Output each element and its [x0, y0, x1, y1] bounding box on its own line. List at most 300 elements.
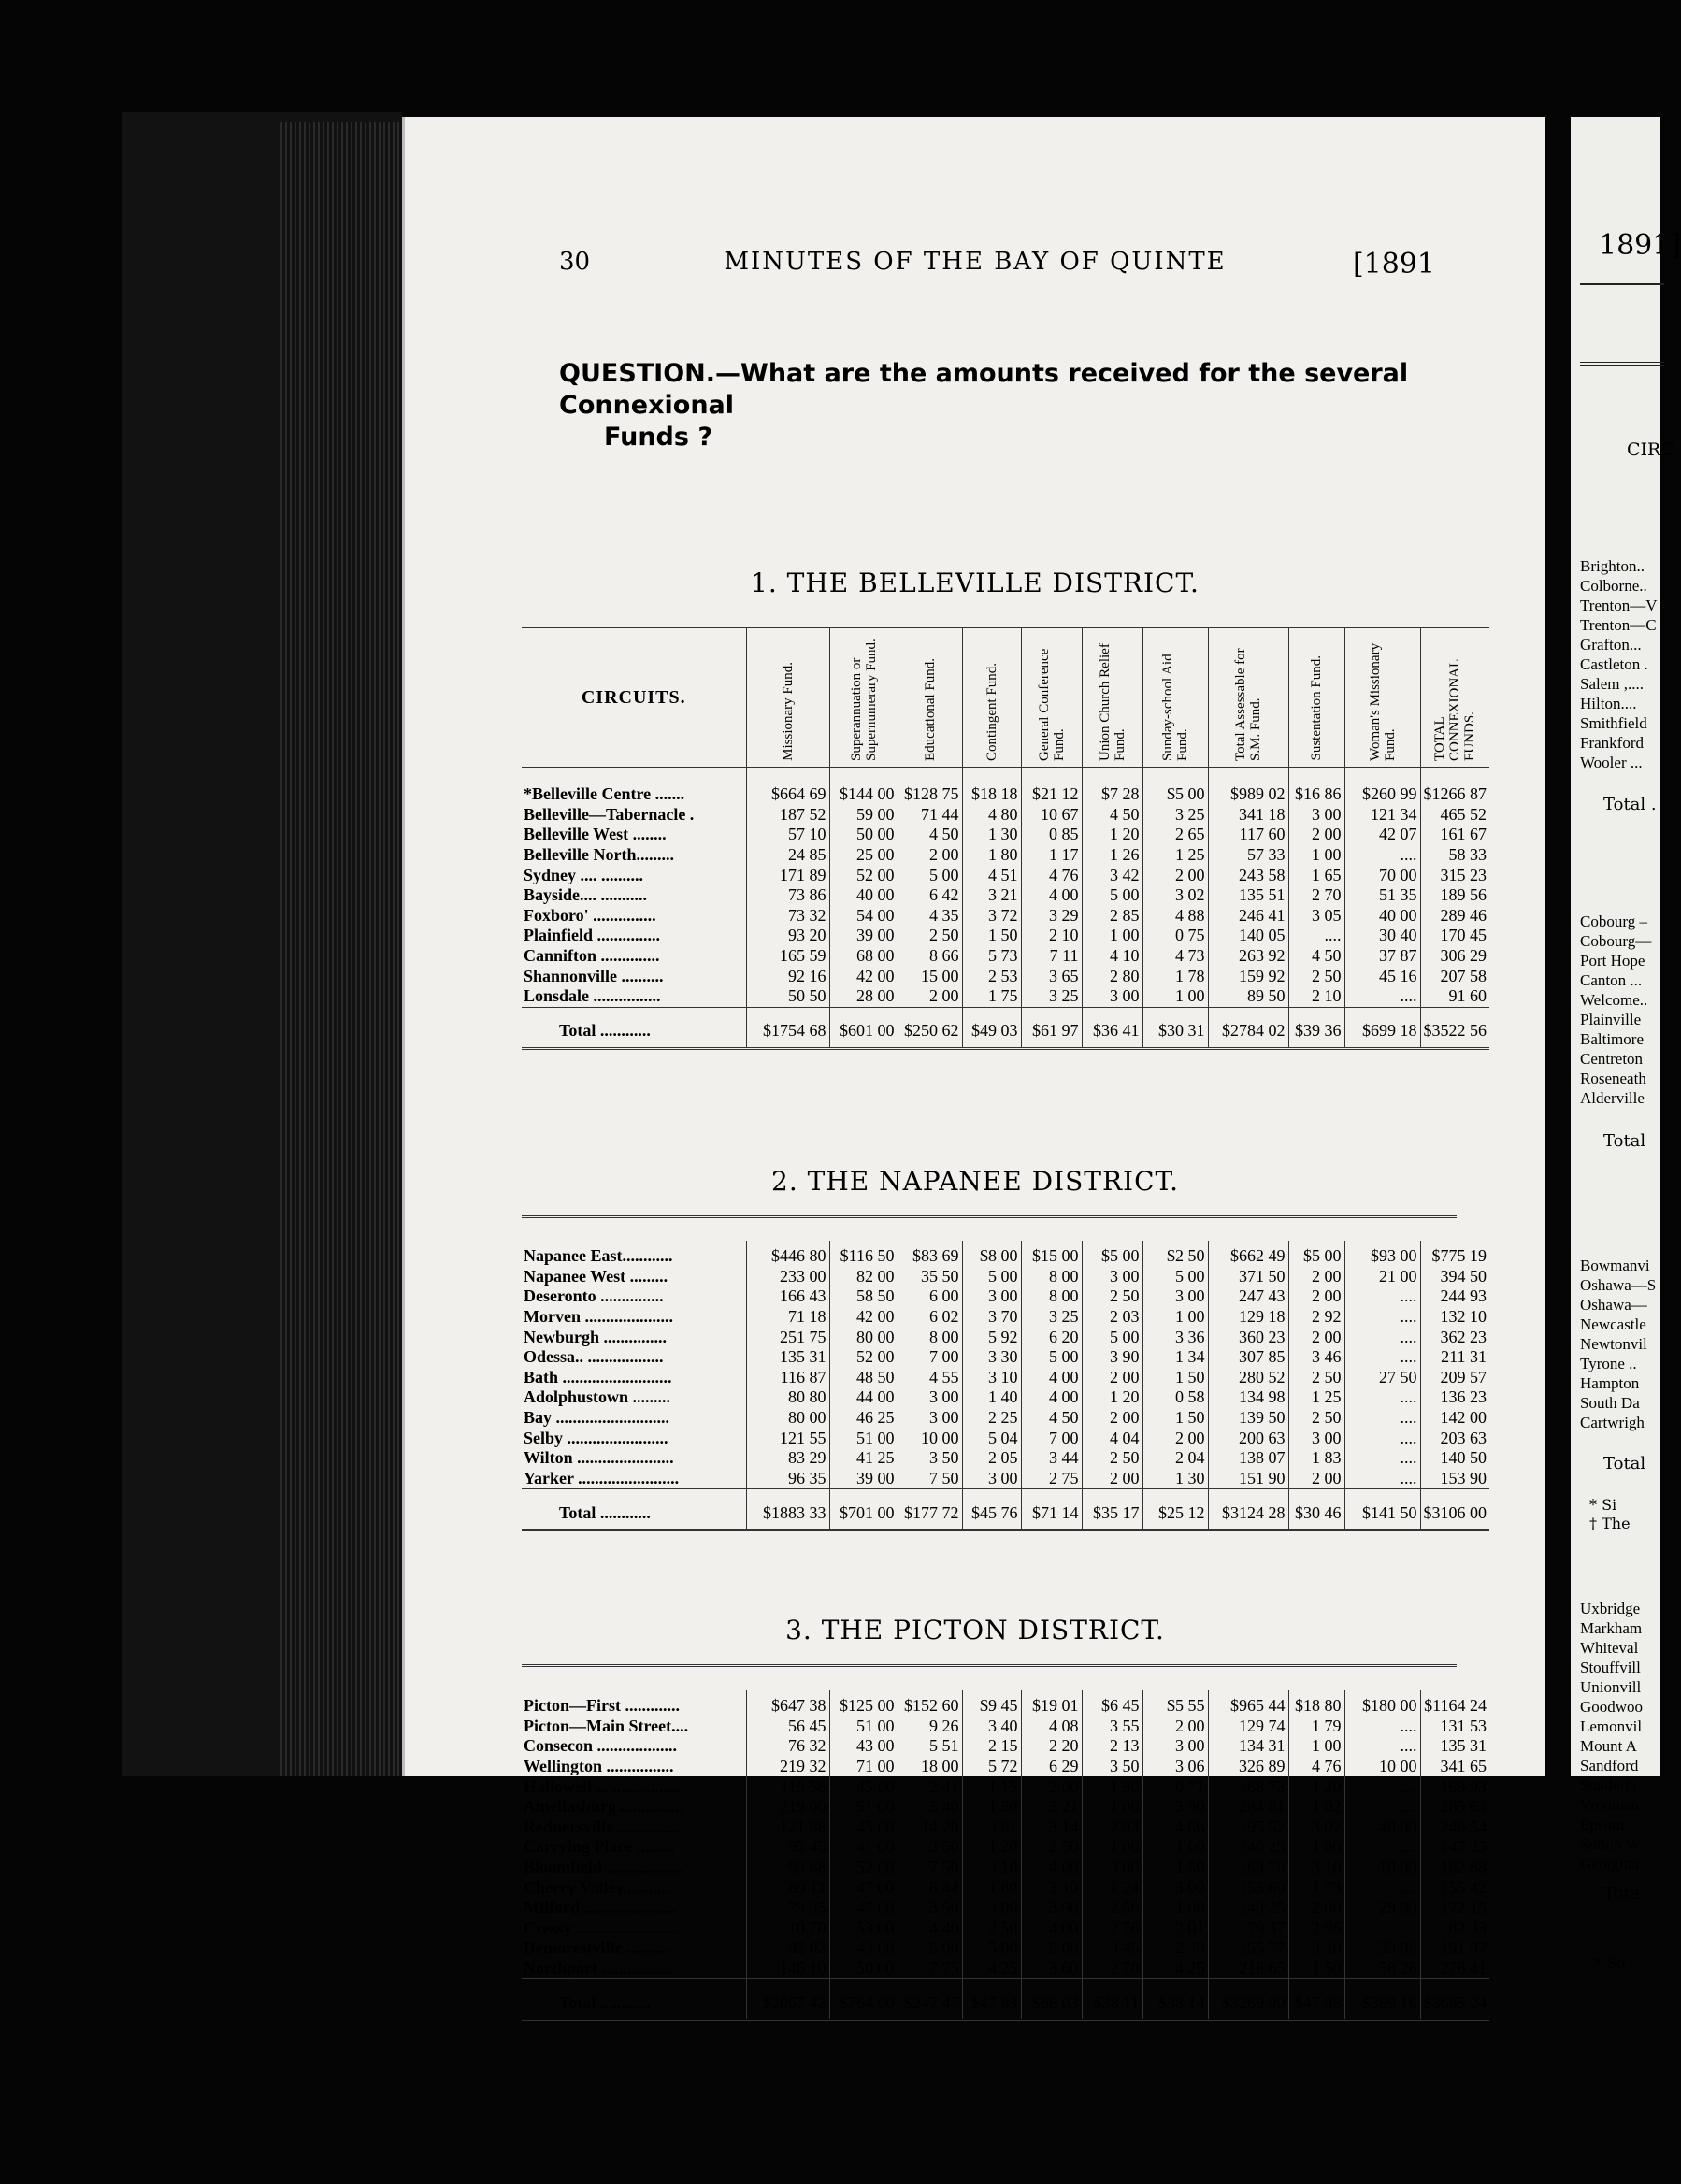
amount-cell: 92 02: [746, 1938, 829, 1959]
amount-cell: $247 47: [898, 1979, 962, 2020]
facing-item: Centreton: [1580, 1050, 1644, 1068]
facing-item: Newcastle: [1580, 1315, 1646, 1333]
amount-cell: 1 80: [962, 845, 1021, 866]
amount-cell: 47 00: [829, 1898, 898, 1918]
amount-cell: 2 00: [1288, 1327, 1344, 1347]
facing-item: Cobourg –: [1580, 912, 1647, 930]
amount-cell: 280 52: [1208, 1368, 1288, 1388]
amount-cell: 43 00: [829, 1938, 898, 1959]
table-row: [522, 906, 1489, 927]
amount-cell: 155 77: [1208, 1938, 1288, 1959]
amount-cell: ....: [1344, 1327, 1420, 1347]
amount-cell: 3 46: [1288, 1347, 1344, 1368]
total-row: [522, 1489, 1489, 1530]
column-header-label: Union Church Relief Fund.: [1097, 643, 1128, 761]
amount-cell: $21 12: [1021, 784, 1082, 805]
amount-cell: 41 25: [829, 1448, 898, 1469]
amount-cell: 2 76: [1082, 1918, 1142, 1939]
circuit-name: Bloomfield ..................: [524, 1858, 682, 1877]
district-title-picton: 3. THE PICTON DISTRICT.: [785, 1615, 1165, 1645]
amount-cell: 4 76: [1021, 865, 1082, 885]
table-row: [522, 926, 1489, 946]
amount-cell: 71 44: [898, 805, 962, 826]
amount-cell: 2 00: [898, 986, 962, 1007]
column-header-label: Sunday-school Aid Fund.: [1160, 654, 1190, 761]
amount-cell: 80 80: [746, 1387, 829, 1408]
amount-cell: 3 10: [1021, 1877, 1082, 1898]
amount-cell: $83 69: [898, 1246, 962, 1267]
amount-cell: 1 90: [1082, 1776, 1142, 1797]
amount-cell: 1 78: [1142, 966, 1208, 986]
circuit-name: Bayside.... ...........: [524, 885, 648, 905]
amount-cell: 3 30: [962, 1347, 1021, 1368]
amount-cell: 3 00: [1082, 986, 1142, 1007]
amount-cell: 80 00: [746, 1408, 829, 1429]
amount-cell: 161 67: [1420, 825, 1489, 845]
amount-cell: 2 93: [1082, 1818, 1142, 1838]
amount-cell: $989 02: [1208, 784, 1288, 805]
amount-cell: 2 00: [898, 845, 962, 866]
amount-cell: 40 00: [1344, 906, 1420, 927]
amount-cell: 2 41: [898, 1776, 962, 1797]
amount-cell: $260 99: [1344, 784, 1420, 805]
amount-cell: 134 31: [1208, 1736, 1288, 1757]
amount-cell: 1 00: [1082, 1797, 1142, 1818]
amount-cell: $699 18: [1344, 1007, 1420, 1048]
amount-cell: 371 50: [1208, 1267, 1288, 1287]
amount-cell: 7 11: [1021, 946, 1082, 967]
column-header-label: Total Assessable for S.M. Fund.: [1233, 648, 1263, 761]
amount-cell: 5 72: [962, 1757, 1021, 1777]
amount-cell: 2 00: [1021, 1776, 1082, 1797]
amount-cell: 44 00: [829, 1387, 898, 1408]
facing-item: Plainville: [1580, 1011, 1642, 1028]
circuit-name: Rednersville ...............: [524, 1817, 681, 1836]
amount-cell: 360 23: [1208, 1327, 1288, 1347]
amount-cell: $39 36: [1288, 1007, 1344, 1048]
amount-cell: 5 00: [1021, 1347, 1082, 1368]
amount-cell: 200 63: [1208, 1428, 1288, 1448]
amount-cell: 76 32: [746, 1736, 829, 1757]
circuit-name: Belleville—Tabernacle .: [524, 804, 695, 824]
amount-cell: 3 10: [962, 1368, 1021, 1388]
amount-cell: 3 02: [1288, 1818, 1344, 1838]
table-row: [522, 825, 1489, 845]
amount-cell: 2 65: [1142, 825, 1208, 845]
column-header: [1344, 626, 1420, 768]
amount-cell: 1 80: [962, 1877, 1021, 1898]
amount-cell: $775 19: [1420, 1246, 1489, 1267]
amount-cell: 121 98: [746, 1818, 829, 1838]
amount-cell: ....: [1344, 1877, 1420, 1898]
amount-cell: 82 00: [829, 1267, 898, 1287]
column-header: [898, 626, 962, 768]
amount-cell: 35 50: [898, 1267, 962, 1287]
amount-cell: 3 21: [962, 885, 1021, 906]
amount-cell: 3 00: [1142, 1877, 1208, 1898]
amount-cell: 3 14: [1021, 1818, 1082, 1838]
amount-cell: 306 29: [1420, 946, 1489, 967]
amount-cell: 4 08: [1021, 1717, 1082, 1737]
amount-cell: 5 00: [1082, 885, 1142, 906]
circuit-name: Adolphustown .........: [524, 1387, 671, 1407]
amount-cell: 4 00: [1021, 1368, 1082, 1388]
amount-cell: 4 73: [1142, 946, 1208, 967]
amount-cell: 8 44: [898, 1877, 962, 1898]
amount-cell: 2 04: [1142, 1448, 1208, 1469]
column-header-label: Sustentation Fund.: [1309, 655, 1324, 761]
amount-cell: 2 50: [1021, 1837, 1082, 1858]
amount-cell: 218 65: [1208, 1959, 1288, 1979]
amount-cell: $38 11: [1082, 1979, 1142, 2020]
amount-cell: 3 40: [962, 1717, 1021, 1737]
amount-cell: $45 76: [962, 1489, 1021, 1530]
amount-cell: 3 00: [1142, 1286, 1208, 1307]
amount-cell: 246 41: [1208, 906, 1288, 927]
amount-cell: $701 00: [829, 1489, 898, 1530]
amount-cell: 362 23: [1420, 1327, 1489, 1347]
amount-cell: 4 04: [1082, 1428, 1142, 1448]
amount-cell: 7 00: [898, 1347, 962, 1368]
amount-cell: 3 00: [1288, 1428, 1344, 1448]
amount-cell: 3 50: [898, 1448, 962, 1469]
amount-cell: 3 00: [1082, 1267, 1142, 1287]
amount-cell: 45 00: [829, 1776, 898, 1797]
amount-cell: 289 46: [1420, 906, 1489, 927]
amount-cell: 96 35: [746, 1469, 829, 1489]
amount-cell: 142 00: [1420, 1408, 1489, 1429]
amount-cell: ....: [1344, 1736, 1420, 1757]
circuit-name: Picton—First .............: [524, 1696, 680, 1716]
circuit-name: Carrying Place .........: [524, 1837, 675, 1857]
amount-cell: $369 16: [1344, 1979, 1420, 2020]
amount-cell: 2 50: [1288, 1408, 1344, 1429]
amount-cell: 1 65: [1288, 865, 1344, 885]
amount-cell: 121 55: [746, 1428, 829, 1448]
amount-cell: $30 46: [1288, 1489, 1344, 1530]
amount-cell: 3 50: [1142, 1797, 1208, 1818]
table-row: [522, 1469, 1489, 1489]
amount-cell: 1 20: [1082, 825, 1142, 845]
amount-cell: $35 17: [1082, 1489, 1142, 1530]
facing-item: Port Hope: [1580, 952, 1645, 970]
amount-cell: 53 00: [829, 1918, 898, 1939]
circuit-name: Wilton .......................: [524, 1448, 674, 1468]
facing-item: Sutton W: [1580, 1835, 1641, 1853]
amount-cell: ....: [1344, 1307, 1420, 1328]
facing-item: Tyrone ..: [1580, 1355, 1637, 1372]
amount-cell: 51 00: [829, 1717, 898, 1737]
facing-item: Bowmanvi: [1580, 1257, 1650, 1274]
amount-cell: 9 26: [898, 1717, 962, 1737]
amount-cell: 4 10: [1082, 946, 1142, 967]
column-header: [1021, 626, 1082, 768]
amount-cell: 263 92: [1208, 946, 1288, 967]
question: [559, 358, 1438, 453]
amount-cell: 233 00: [746, 1267, 829, 1287]
amount-cell: 2 30: [1142, 1938, 1208, 1959]
amount-cell: 115 56: [746, 1776, 829, 1797]
amount-cell: ....: [1344, 1797, 1420, 1818]
amount-cell: 0 58: [1142, 1387, 1208, 1408]
amount-cell: 3 50: [898, 1837, 962, 1858]
amount-cell: 3 02: [1142, 885, 1208, 906]
amount-cell: 244 93: [1420, 1286, 1489, 1307]
amount-cell: 135 31: [746, 1347, 829, 1368]
facing-total-2: Total: [1603, 1131, 1646, 1151]
amount-cell: 89 50: [1208, 986, 1288, 1007]
amount-cell: 2 00: [1082, 1469, 1142, 1489]
column-header: [1420, 626, 1489, 768]
amount-cell: 42 07: [1344, 825, 1420, 845]
amount-cell: 140 05: [1208, 926, 1288, 946]
amount-cell: 5 00: [898, 1938, 962, 1959]
facing-item: Frankford: [1580, 734, 1644, 752]
amount-cell: 50 00: [829, 1959, 898, 1979]
column-header: [829, 626, 898, 768]
circuit-name: Total ............: [522, 1489, 746, 1530]
amount-cell: 73 32: [746, 906, 829, 927]
amount-cell: 71 00: [829, 1757, 898, 1777]
amount-cell: $1266 87: [1420, 784, 1489, 805]
amount-cell: 211 31: [1420, 1347, 1489, 1368]
amount-cell: 68 00: [829, 946, 898, 967]
amount-cell: 1 75: [962, 986, 1021, 1007]
amount-cell: 50 50: [746, 986, 829, 1007]
table-row: [522, 1837, 1489, 1858]
circuit-name: Hallowell ....................: [524, 1776, 681, 1796]
amount-cell: $6 45: [1082, 1696, 1142, 1717]
table-row: [522, 966, 1489, 986]
amount-cell: 48 50: [829, 1368, 898, 1388]
amount-cell: 3 00: [962, 1898, 1021, 1918]
amount-cell: 57 33: [1208, 845, 1288, 866]
column-header: [1288, 626, 1344, 768]
amount-cell: $49 03: [962, 1007, 1021, 1048]
amount-cell: 168 73: [1208, 1776, 1288, 1797]
facing-note: † The: [1589, 1515, 1631, 1532]
facing-item: Salem ,....: [1580, 675, 1644, 693]
amount-cell: 3 05: [1288, 906, 1344, 927]
amount-cell: 3 42: [1082, 865, 1142, 885]
amount-cell: 2 70: [1288, 885, 1344, 906]
amount-cell: 5 51: [898, 1736, 962, 1757]
facing-note-bottom: * So: [1594, 1954, 1626, 1972]
amount-cell: 2 00: [1082, 1368, 1142, 1388]
amount-cell: 3 06: [1142, 1757, 1208, 1777]
amount-cell: 3 50: [1082, 1757, 1142, 1777]
total-row: [522, 1979, 1489, 2020]
amount-cell: 70 00: [1344, 865, 1420, 885]
table-row: [522, 1347, 1489, 1368]
facing-page: [1571, 117, 1681, 1972]
amount-cell: $61 97: [1021, 1007, 1082, 1048]
amount-cell: 315 23: [1420, 865, 1489, 885]
column-header-label: General Conference Fund.: [1036, 648, 1067, 761]
spacer-row: [522, 768, 1489, 785]
total-row: [522, 1007, 1489, 1048]
circuit-name: Deseronto ...............: [524, 1286, 664, 1306]
amount-cell: 195 52: [1208, 1818, 1288, 1838]
amount-cell: $1754 68: [746, 1007, 829, 1048]
amount-cell: $647 38: [746, 1696, 829, 1717]
amount-cell: 2 05: [962, 1448, 1021, 1469]
amount-cell: 2 00: [1288, 1469, 1344, 1489]
amount-cell: 1 79: [1288, 1717, 1344, 1737]
amount-cell: $16 86: [1288, 784, 1344, 805]
amount-cell: 1 50: [962, 1797, 1021, 1818]
amount-cell: 95 45: [746, 1837, 829, 1858]
amount-cell: 2 50: [1082, 1286, 1142, 1307]
amount-cell: 219 32: [746, 1757, 829, 1777]
amount-cell: ....: [1344, 1837, 1420, 1858]
column-header: [1082, 626, 1142, 768]
amount-cell: 3 20: [1288, 1938, 1344, 1959]
amount-cell: 129 74: [1208, 1717, 1288, 1737]
amount-cell: 165 59: [746, 946, 829, 967]
amount-cell: ....: [1344, 845, 1420, 866]
facing-item: Baltimore: [1580, 1030, 1644, 1048]
amount-cell: $764 00: [829, 1979, 898, 2020]
amount-cell: 207 58: [1420, 966, 1489, 986]
amount-cell: 4 50: [1021, 1408, 1082, 1429]
amount-cell: 4 80: [962, 805, 1021, 826]
circuit-name: Newburgh ...............: [524, 1327, 668, 1346]
amount-cell: 131 53: [1420, 1717, 1489, 1737]
amount-cell: 4 50: [1082, 805, 1142, 826]
amount-cell: 5 00: [1082, 1327, 1142, 1347]
amount-cell: 8 00: [898, 1327, 962, 1347]
amount-cell: 3 55: [1082, 1717, 1142, 1737]
column-header-label: Superannuation or Supernumerary Fund.: [848, 639, 879, 761]
column-header-label: Contingent Fund.: [984, 662, 999, 761]
amount-cell: 139 50: [1208, 1408, 1288, 1429]
column-header-label: Educational Fund.: [922, 658, 938, 761]
amount-cell: 1 34: [1142, 1347, 1208, 1368]
amount-cell: 3 00: [898, 1408, 962, 1429]
facing-item: Castleton .: [1580, 655, 1648, 673]
amount-cell: 117 60: [1208, 825, 1288, 845]
amount-cell: 285 63: [1420, 1797, 1489, 1818]
table-row: [522, 1898, 1489, 1918]
circuit-name: Foxboro' ...............: [524, 905, 656, 925]
amount-cell: $152 60: [898, 1696, 962, 1717]
amount-cell: 2 85: [1082, 906, 1142, 927]
amount-cell: $446 80: [746, 1246, 829, 1267]
running-header: [405, 248, 1545, 285]
amount-cell: 2 75: [1021, 1469, 1082, 1489]
amount-cell: 93 20: [746, 926, 829, 946]
amount-cell: 39 00: [829, 1469, 898, 1489]
amount-cell: 1 00: [1142, 986, 1208, 1007]
table-row: [522, 1307, 1489, 1328]
amount-cell: 0 85: [1021, 825, 1082, 845]
amount-cell: $7 28: [1082, 784, 1142, 805]
amount-cell: 4 00: [1021, 1918, 1082, 1939]
napanee-top-rule: [522, 1215, 1457, 1218]
amount-cell: $141 50: [1344, 1489, 1420, 1530]
amount-cell: 2 00: [1288, 1898, 1344, 1918]
amount-cell: 4 76: [1288, 1757, 1344, 1777]
amount-cell: 326 89: [1208, 1757, 1288, 1777]
amount-cell: 58 50: [829, 1286, 898, 1307]
amount-cell: 1 40: [962, 1387, 1021, 1408]
circuit-name: Ameliasburg ...............: [524, 1797, 683, 1817]
amount-cell: 2 70: [1082, 1959, 1142, 1979]
amount-cell: 7 00: [1021, 1428, 1082, 1448]
amount-cell: 135 51: [1208, 885, 1288, 906]
amount-cell: 147 25: [1420, 1837, 1489, 1858]
amount-cell: 169 93: [1420, 1776, 1489, 1797]
amount-cell: 2 25: [962, 1408, 1021, 1429]
amount-cell: 2 80: [1082, 966, 1142, 986]
amount-cell: 45 00: [829, 1818, 898, 1838]
amount-cell: $18 80: [1288, 1696, 1344, 1717]
amount-cell: $2784 02: [1208, 1007, 1288, 1048]
amount-cell: $3685 24: [1420, 1979, 1489, 2020]
amount-cell: $116 50: [829, 1246, 898, 1267]
amount-cell: 40 00: [829, 885, 898, 906]
amount-cell: 10 00: [898, 1428, 962, 1448]
amount-cell: 27 50: [1344, 1368, 1420, 1388]
circuit-name: Odessa.. ..................: [524, 1347, 664, 1367]
amount-cell: 2 03: [1082, 1307, 1142, 1328]
amount-cell: 2 00: [1142, 865, 1208, 885]
table-row: [522, 1286, 1489, 1307]
amount-cell: 246 54: [1420, 1818, 1489, 1838]
table-row: [522, 805, 1489, 826]
amount-cell: 140 25: [1208, 1898, 1288, 1918]
table-row: [522, 1717, 1489, 1737]
amount-cell: $3522 56: [1420, 1007, 1489, 1048]
amount-cell: 2 53: [962, 966, 1021, 986]
amount-cell: 10 67: [1021, 805, 1082, 826]
amount-cell: 1 00: [1288, 1837, 1344, 1858]
amount-cell: 121 34: [1344, 805, 1420, 826]
column-header-circuits: CIRCUITS.: [522, 626, 746, 768]
circuit-name: Lonsdale ................: [524, 986, 661, 1006]
amount-cell: 3 61: [962, 1818, 1021, 1838]
amount-cell: 5 00: [962, 1267, 1021, 1287]
table-row: [522, 1246, 1489, 1267]
amount-cell: 4 00: [1021, 1387, 1082, 1408]
amount-cell: 140 50: [1420, 1448, 1489, 1469]
amount-cell: 3 50: [898, 1898, 962, 1918]
facing-item: Uxbridge: [1580, 1600, 1641, 1617]
amount-cell: 6 20: [1021, 1327, 1082, 1347]
amount-cell: 129 18: [1208, 1307, 1288, 1328]
facing-item: Canton ...: [1580, 971, 1643, 989]
amount-cell: 189 56: [1420, 885, 1489, 906]
page: [402, 117, 1545, 2012]
amount-cell: 4 40: [898, 1918, 962, 1939]
amount-cell: ....: [1344, 1428, 1420, 1448]
column-header: [962, 626, 1021, 768]
facing-rule: [1580, 362, 1664, 366]
amount-cell: $2067 42: [746, 1979, 829, 2020]
amount-cell: $3106 00: [1420, 1489, 1489, 1530]
amount-cell: 79 35: [746, 1898, 829, 1918]
amount-cell: 52 00: [829, 1858, 898, 1878]
facing-item: Colborne..: [1580, 577, 1647, 595]
amount-cell: 307 85: [1208, 1347, 1288, 1368]
header-year: [1891: [1352, 248, 1435, 280]
amount-cell: ....: [1344, 1408, 1420, 1429]
circuit-name: Belleville West ........: [524, 825, 667, 844]
circuit-name: Napanee East............: [524, 1246, 673, 1266]
table-row: [522, 1938, 1489, 1959]
circuit-name: Cressy ........................: [524, 1918, 678, 1937]
